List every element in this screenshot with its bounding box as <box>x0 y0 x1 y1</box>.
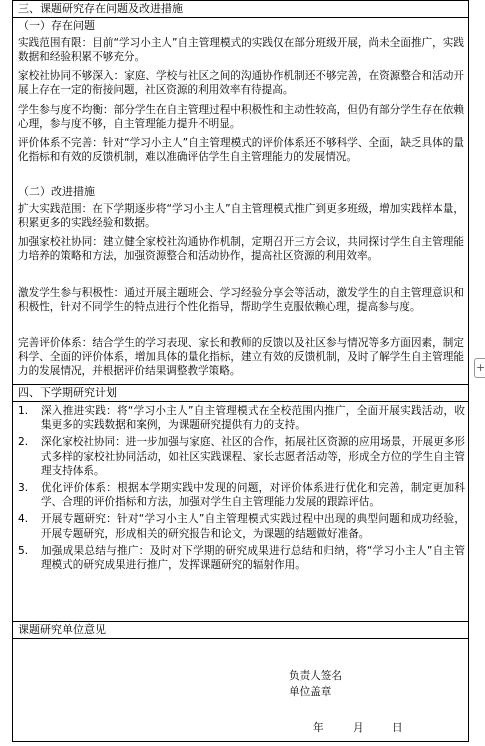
problem-item: 评价体系不完善：针对“学习小主人”自主管理模式的评价体系还不够科学、全面，缺乏具体的量化指标和有效的反馈机制，难以准确评估学生自主管理能力的发展情况。 <box>18 137 464 164</box>
section4-top-rule <box>13 384 468 385</box>
problem-item: 学生参与度不均衡：部分学生在自主管理过程中积极性和主动性较高，但仍有部分学生存在依赖心理，参与度不够，自主管理能力提升不明显。 <box>18 104 464 131</box>
section3-title-rule <box>13 17 468 18</box>
section5-title: 课题研究单位意见 <box>18 623 106 636</box>
section5-top-rule <box>13 621 468 622</box>
seal-label: 单位盖章 <box>289 686 332 698</box>
plan-item-number: 4. <box>18 513 29 526</box>
problem-item: 实践范围有限：目前“学习小主人”自主管理模式的实践仅在部分班级开展，尚未全面推广，实践数据和经验积累不够充分。 <box>18 37 464 64</box>
problems-heading: （一）存在问题 <box>18 19 95 32</box>
date-day-label: 日 <box>392 722 403 734</box>
section4-title-rule <box>13 401 468 402</box>
table-top-rule <box>13 0 468 1</box>
plus-icon: + <box>476 361 485 374</box>
report-table <box>12 0 469 742</box>
measure-item: 加强家校社协同：建立健全家校社沟通协作机制，定期召开三方会议，共同探讨学生自主管理能力培养的策略和方法，加强资源整合和活动协作，提高社区资源的利用效率。 <box>18 236 464 263</box>
plan-item <box>13 404 465 432</box>
plan-item <box>13 512 465 540</box>
section3-title: 三、课题研究存在问题及改进措施 <box>18 2 183 15</box>
side-expand-tab[interactable] <box>474 358 485 378</box>
plan-item-number: 2. <box>18 436 29 449</box>
plan-item-number: 5. <box>18 544 29 557</box>
plan-item-text: 深化家校社协同：进一步加强与家庭、社区的合作，拓展社区资源的应用场景，开展更多形式多样的家校社协同活动，如社区实践课程、家长志愿者活动等，形成全方位的学生自主管理支持体系。 <box>41 436 465 477</box>
plan-item-text: 加强成果总结与推广：及时对下学期的研究成果进行总结和归纳，将“学习小主人”自主管理模式的研究成果进行推广，发挥课题研究的辐射作用。 <box>41 544 465 572</box>
date-year-label: 年 <box>313 722 324 734</box>
plan-list <box>13 404 465 575</box>
problem-item: 家校社协同不够深入：家庭、学校与社区之间的沟通协作机制还不够完善，在资源整合和活动开展上存在一定的衔接问题，社区资源的利用效率有待提高。 <box>18 70 464 97</box>
plan-item-text: 深入推进实践：将“学习小主人”自主管理模式在全校范围内推广，全面开展实践活动，收集更多的实践数据和案例，为课题研究提供有力的支持。 <box>41 405 465 432</box>
date-month-label: 月 <box>353 722 364 734</box>
section5-title-rule <box>13 638 468 639</box>
plan-item <box>13 481 465 509</box>
measure-item: 激发学生参与积极性：通过开展主题班会、学习经验分享会等活动，激发学生的自主管理意识和积极性，针对不同学生的特点进行个性化指导，帮助学生克服依赖心理，提高参与度。 <box>18 287 464 314</box>
measures-heading: （二）改进措施 <box>18 185 95 198</box>
measure-item: 扩大实践范围：在下学期逐步将“学习小主人”自主管理模式推广到更多班级，增加实践样本量，积累更多的实践经验和数据。 <box>18 203 464 230</box>
measure-item: 完善评价体系：结合学生的学习表现、家长和教师的反馈以及社区参与情况等多方面因素，制定科学、全面的评价体系，增加具体的量化指标，建立有效的反馈机制，及时了解学生自主管理能力的发展情况，并根据评价结果调整教学策略。 <box>18 337 464 378</box>
section4-title: 四、下学期研究计划 <box>18 386 117 399</box>
plan-item-text: 开展专题研究：针对“学习小主人”自主管理模式实践过程中出现的典型问题和成功经验，开展专题研究，形成相关的研究报告和论文，为课题的结题做好准备。 <box>41 513 465 540</box>
signature-label: 负责人签名 <box>289 670 342 682</box>
plan-item-number: 3. <box>18 482 29 495</box>
plan-item-text: 优化评价体系：根据本学期实践中发现的问题，对评价体系进行优化和完善，制定更加科学、合理的评价指标和方法，加强对学生自主管理能力发展的跟踪评估。 <box>41 482 465 509</box>
plan-item <box>13 435 465 478</box>
plan-item <box>13 544 465 572</box>
plan-item-number: 1. <box>18 405 29 417</box>
